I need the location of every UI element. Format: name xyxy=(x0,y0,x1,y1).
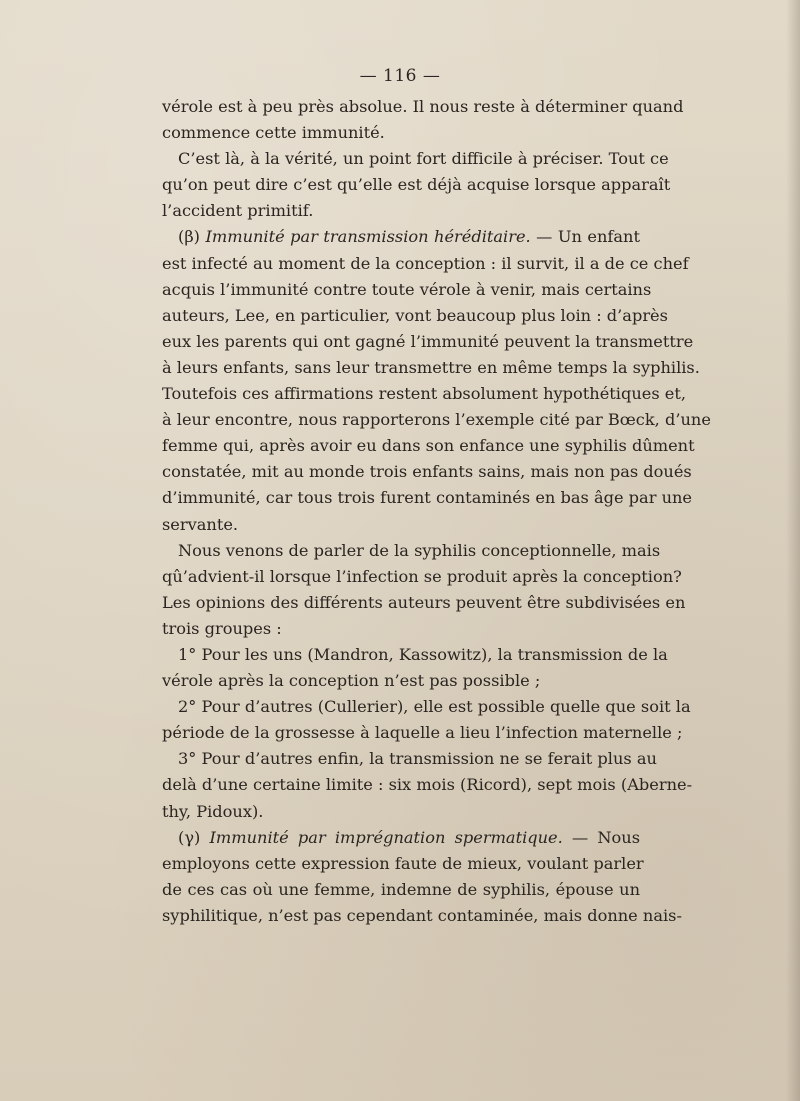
text-segment: (γ) xyxy=(178,827,210,847)
text-line: C’est là, à la vérité, un point fort difficile à préciser. Tout ce xyxy=(178,149,669,169)
text-line: est infecté au moment de la conception : il survit, il a de ce chef xyxy=(162,253,689,273)
text-line: commence cette immunité. xyxy=(162,123,385,143)
body-text xyxy=(162,94,711,929)
text-line: à leur encontre, nous rapporterons l’exemple cité par Bœck, d’une xyxy=(162,410,711,430)
text-line: de ces cas où une femme, indemne de syphilis, épouse un xyxy=(162,879,640,899)
text-line: vérole est à peu près absolue. Il nous reste à déterminer quand xyxy=(162,97,684,116)
text-line: femme qui, après avoir eu dans son enfance une syphilis dûment xyxy=(162,436,695,456)
text-segment: — Un enfant xyxy=(530,227,640,247)
text-line: 1° Pour les uns (Mandron, Kassowitz), la transmission de la xyxy=(178,644,668,664)
text-line: Toutefois ces affirmations restent absolument hypothétiques et, xyxy=(162,384,687,404)
italic-heading: Immunité par imprégnation spermatique. xyxy=(209,827,563,847)
text-line: vérole après la conception n’est pas possible ; xyxy=(162,671,541,691)
text-line: acquis l’immunité contre toute vérole à venir, mais certains xyxy=(162,279,652,299)
text-line: constatée, mit au monde trois enfants sains, mais non pas doués xyxy=(162,462,692,482)
text-line: à leurs enfants, sans leur transmettre en même temps la syphilis. xyxy=(162,357,700,377)
text-line: qû’advient-il lorsque l’infection se produit après la conception? xyxy=(162,566,682,586)
text-line xyxy=(162,224,640,250)
text-line: employons cette expression faute de mieux, voulant parler xyxy=(162,853,644,873)
italic-heading: Immunité par transmission héréditaire. xyxy=(205,227,531,247)
text-line: syphilitique, n’est pas cependant contaminée, mais donne nais- xyxy=(162,905,682,925)
text-line: eux les parents qui ont gagné l’immunité peuvent la transmettre xyxy=(162,331,694,351)
text-line: servante. xyxy=(162,514,239,534)
text-line: auteurs, Lee, en particulier, vont beaucoup plus loin : d’après xyxy=(162,305,668,325)
page-number: — 116 — xyxy=(359,66,441,86)
text-line: qu’on peut dire c’est qu’elle est déjà acquise lorsque apparaît xyxy=(162,175,671,195)
text-line: d’immunité, car tous trois furent contaminés en bas âge par une xyxy=(162,488,693,508)
text-line: Les opinions des différents auteurs peuvent être subdivisées en xyxy=(162,592,686,612)
text-segment: (β) xyxy=(178,227,206,247)
text-line xyxy=(162,825,640,851)
text-line: delà d’une certaine limite : six mois (Ricord), sept mois (Aberne- xyxy=(162,775,693,795)
text-line: l’accident primitif. xyxy=(162,201,314,221)
text-line: trois groupes : xyxy=(162,618,282,638)
text-line: 2° Pour d’autres (Cullerier), elle est possible quelle que soit la xyxy=(178,697,691,717)
text-line: thy, Pidoux). xyxy=(162,801,264,821)
text-line: 3° Pour d’autres enfin, la transmission ne se ferait plus au xyxy=(178,749,657,769)
page-edge-shadow xyxy=(786,0,800,1101)
text-segment: — Nous xyxy=(562,827,641,847)
text-line: période de la grossesse à laquelle a lieu l’infection maternelle ; xyxy=(162,723,683,743)
text-line: Nous venons de parler de la syphilis conceptionnelle, mais xyxy=(178,540,661,560)
